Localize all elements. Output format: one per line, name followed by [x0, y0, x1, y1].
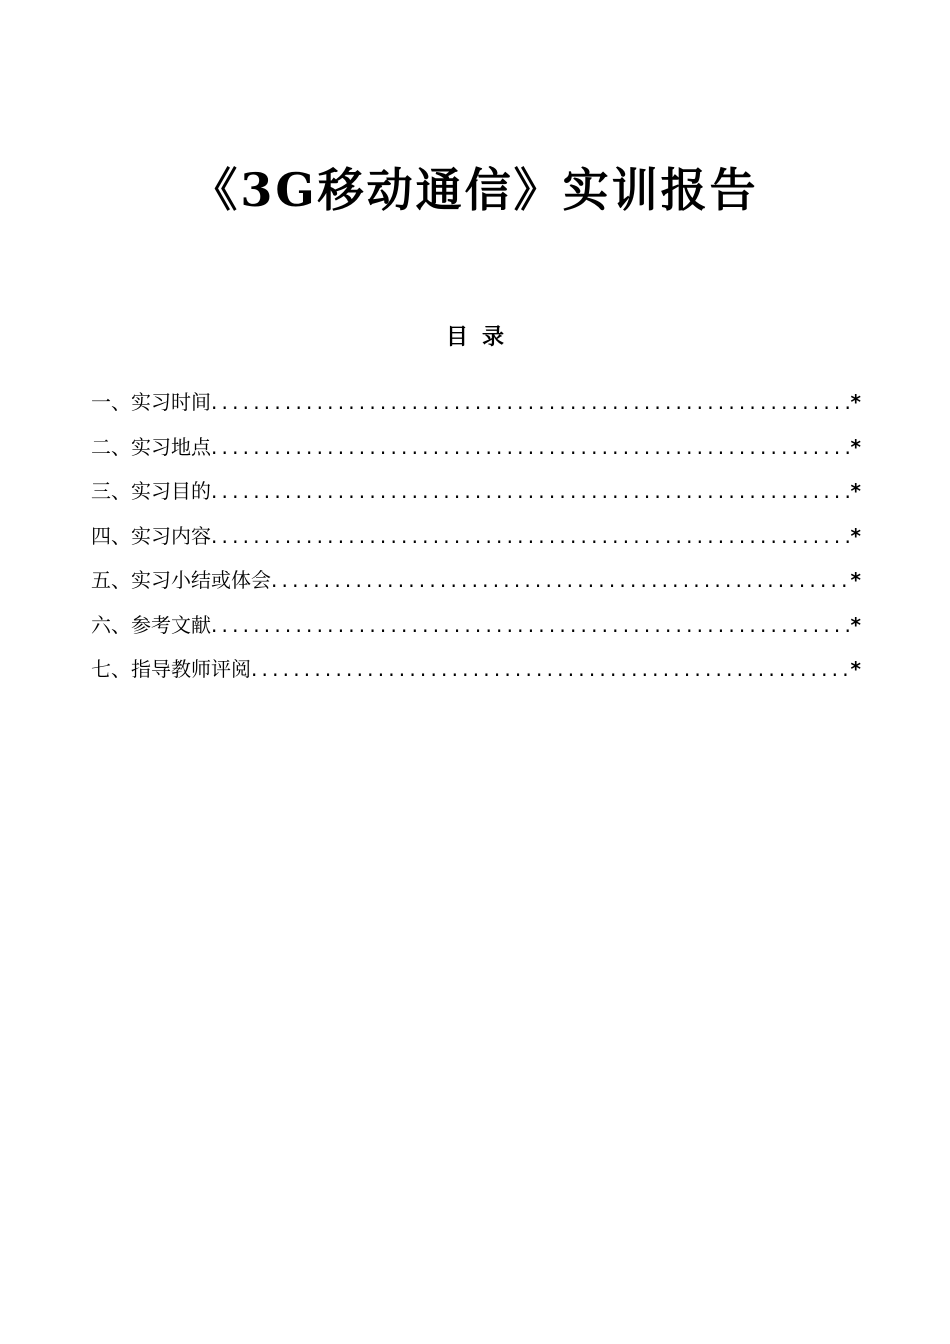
- toc-item-label: 七、指导教师评阅: [91, 657, 251, 681]
- toc-page-number: *: [850, 523, 861, 548]
- toc-dot-leader: [271, 564, 849, 596]
- toc-page-number: *: [850, 479, 861, 503]
- toc-page-number: *: [850, 568, 861, 592]
- toc-item-cankao-wenxian[interactable]: [91, 609, 861, 654]
- toc-item-label: 五、实习小结或体会: [91, 568, 271, 592]
- toc-item-label: 一、实习时间: [91, 390, 211, 414]
- toc-item-shixi-xiaojie[interactable]: [91, 564, 861, 609]
- toc-dot-leader: [211, 520, 849, 552]
- toc-item-shixi-neirong[interactable]: [91, 520, 861, 565]
- toc-item-label: 六、参考文献: [91, 612, 211, 637]
- document-title: 《3G移动通信》实训报告: [191, 163, 759, 217]
- toc-heading: 目录: [445, 325, 518, 350]
- toc-dot-leader: [211, 609, 849, 641]
- toc-item-label: 三、实习目的: [91, 479, 211, 503]
- toc-page-number: *: [850, 434, 861, 459]
- toc-dot-leader: [211, 386, 849, 418]
- toc-dot-leader: [211, 431, 849, 463]
- toc-dot-leader: [251, 653, 849, 685]
- toc-page-number: *: [850, 612, 861, 637]
- toc-item-shixi-mudi[interactable]: [91, 475, 861, 520]
- toc-item-label: 二、实习地点: [91, 434, 211, 459]
- toc-page-number: *: [850, 657, 861, 681]
- toc-item-shixi-didian[interactable]: [91, 431, 861, 476]
- toc-item-zhidao-jiaoshi-pingyue[interactable]: [91, 653, 861, 698]
- toc-item-label: 四、实习内容: [91, 523, 211, 548]
- toc-dot-leader: [211, 475, 849, 507]
- toc-item-shixi-shijian[interactable]: [91, 386, 861, 431]
- table-of-contents: [91, 386, 861, 698]
- toc-page-number: *: [850, 390, 861, 414]
